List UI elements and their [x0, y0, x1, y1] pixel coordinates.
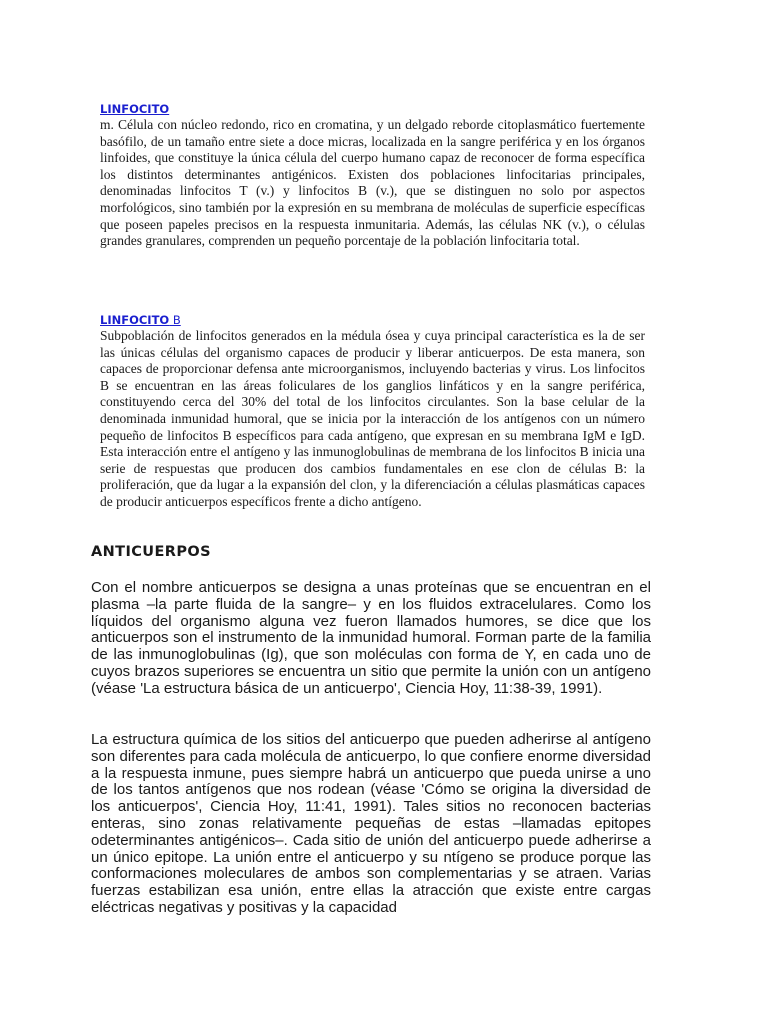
term-link-text: LINFOCITO — [100, 313, 170, 327]
section-heading-anticuerpos: ANTICUERPOS — [91, 544, 211, 560]
term-link-text: LINFOCITO — [100, 102, 170, 116]
body-paragraph-1: Con el nombre anticuerpos se designa a unas proteínas que se encuentran en el plasma –la parte fluida de la sangre– y en los fluidos extracelulares. Como los líquidos del organismo alguna vez fueron llamados humores, se dice que los anticuerpos son el instrumento de la inmunidad humoral. Forman parte de la familia de las inmunoglobulinas (Ig), que son moléculas con forma de Y, en cada uno de cuyos brazos superiores se encuentra un sitio que permite la unión con un antígeno (véase 'La estructura básica de un anticuerpo', Ciencia Hoy, 11:38-39, 1991). — [91, 579, 651, 697]
glossary-entry-linfocito — [100, 101, 645, 250]
body-paragraph-2: La estructura química de los sitios del anticuerpo que pueden adherirse al antígeno son diferentes para cada molécula de anticuerpo, lo que confiere enorme diversidad a la respuesta inmune, pues siempre habrá un anticuerpo que pueda unirse a uno de los tantos antígenos que nos rodean (véase 'Cómo se origina la diversidad de los anticuerpos', Ciencia Hoy, 11:41, 1991). Tales sitios no reconocen bacterias enteras, sino zonas relativamente pequeñas de estas –llamadas epitopes odeterminantes antigénicos–. Cada sitio de unión del anticuerpo puede adherirse a un único epitope. La unión entre el anticuerpo y su ntígeno se produce porque las conformaciones moleculares de ambos son complementarias y se atraen. Varias fuerzas estabilizan esa unión, entre ellas la atracción que existe entre cargas eléctricas negativas y positivas y la capacidad — [91, 731, 651, 916]
term-link-linfocito-b[interactable] — [100, 312, 645, 328]
glossary-entry-linfocito-b — [100, 312, 645, 511]
entry-definition: m. Célula con núcleo redondo, rico en cromatina, y un delgado reborde citoplasmático fuertemente basófilo, de un tamaño entre siete a doce micras, localizada en la sangre periférica y en los órganos linfoides, que constituye la única célula del cuerpo humano capaz de reconocer de forma específica los distintos determinantes antigénicos. Existen dos poblaciones linfocitarias principales, denominadas linfocitos T (v.) y linfocitos B (v.), que se distinguen no solo por aspectos morfológicos, sino también por la expresión en su membrana de moléculas de superficie específicas que poseen papeles precisos en la respuesta inmunitaria. Además, las células NK (v.), o células grandes granulares, comprenden un pequeño porcentaje de la población linfocitaria total. — [100, 117, 645, 249]
term-link-suffix: B — [169, 313, 181, 327]
entry-definition: Subpoblación de linfocitos generados en la médula ósea y cuya principal característica es la de ser las únicas células del organismo capaces de producir y liberar anticuerpos. De esta manera, son capaces de proporcionar defensa ante microorganismos, incluyendo bacterias y virus. Los linfocitos B se encuentran en las áreas foliculares de los ganglios linfáticos y en la sangre periférica, constituyendo cerca del 30% del total de los linfocitos circulantes. Son la base celular de la denominada inmunidad humoral, que se inicia por la interacción de los antígenos con un número pequeño de linfocitos B específicos para cada antígeno, que expresan en su membrana IgM e IgD. Esta interacción entre el antígeno y las inmunoglobulinas de membrana de los linfocitos B inicia una serie de respuestas que producen dos cambios fundamentales en ese clon de células B: la proliferación, que da lugar a la expansión del clon, y la diferenciación a células plasmáticas capaces de producir anticuerpos específicos frente a dicho antígeno. — [100, 328, 645, 509]
term-link-linfocito[interactable] — [100, 101, 645, 117]
